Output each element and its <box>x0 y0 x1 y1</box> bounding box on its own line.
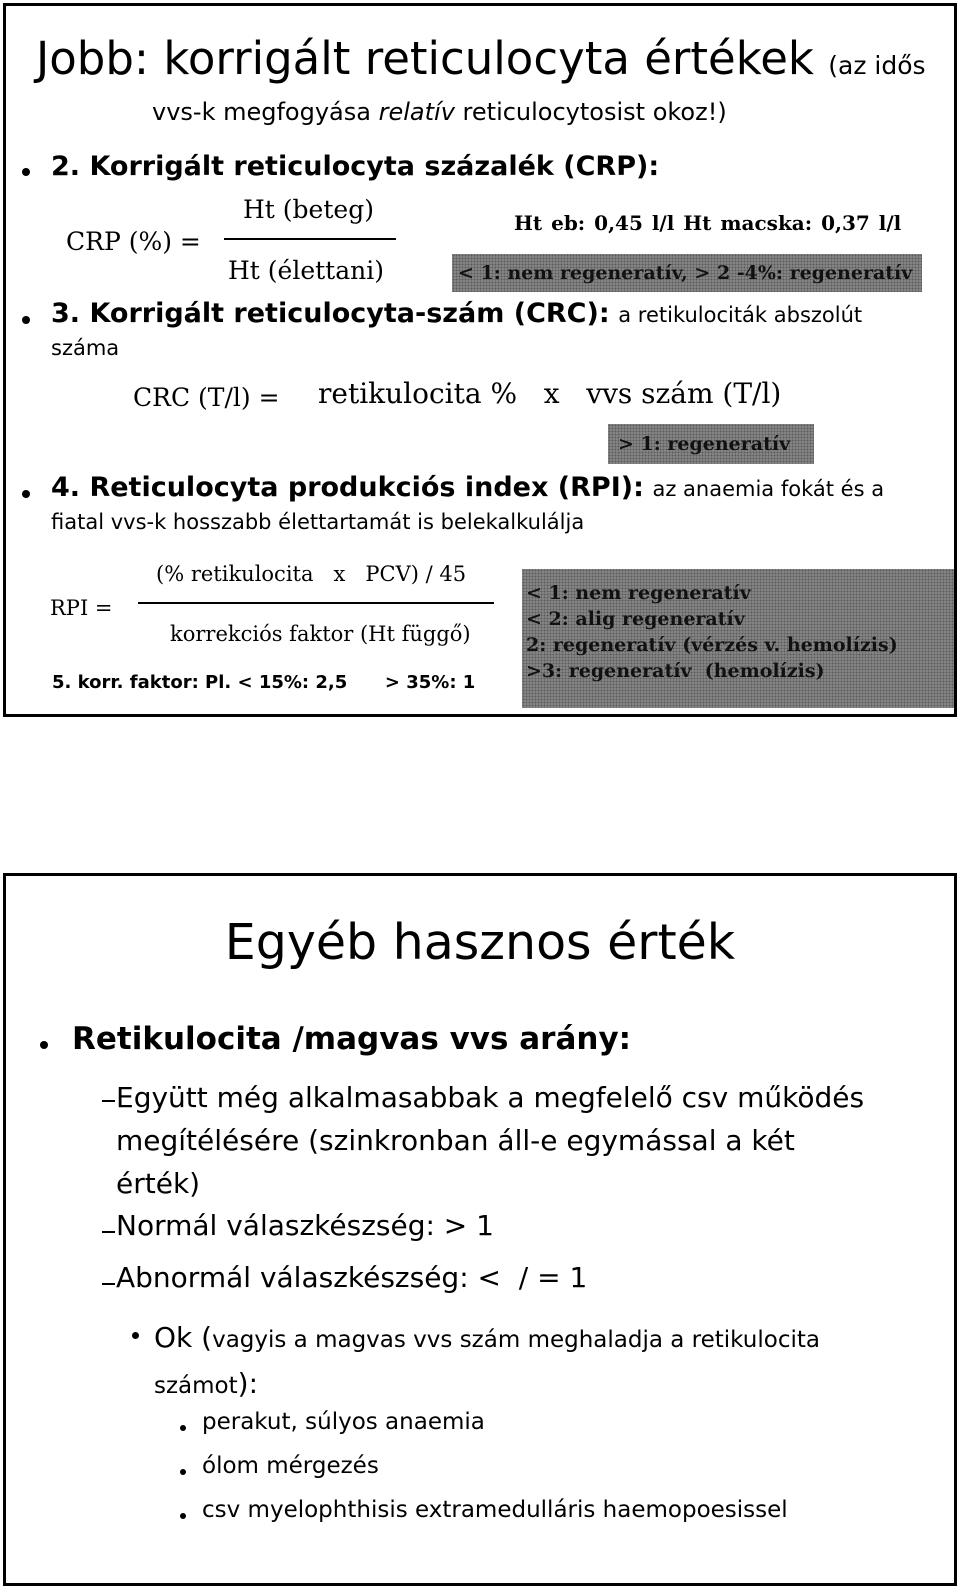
subsub-item: csv myelophthisis extramedulláris haemopoesissel <box>202 1497 788 1523</box>
slide1-title-note: vvs-k megfogyása relatív reticulocytosist okoz!) <box>152 98 727 126</box>
dash-item-together: Együtt még alkalmasabbak a megfelelő csv működés megítélésére (szinkronban áll-e egymással a két érték) <box>116 1081 865 1200</box>
crc-formula: retikulocita % x vvs szám (T/l) <box>318 377 782 410</box>
bullet-ratio: Retikulocita /magvas vvs arány: <box>72 1021 632 1057</box>
rpi-result-list <box>526 580 898 684</box>
bullet-icon <box>180 1513 186 1519</box>
rpi-fraction-line <box>138 602 494 604</box>
dash-icon <box>102 1231 115 1233</box>
bullet-icon <box>132 1332 139 1339</box>
rpi-denominator: korrekciós faktor (Ht függő) <box>170 622 471 646</box>
rpi-result-item: < 2: alig regeneratív <box>526 608 745 630</box>
item-rpi-cont: fiatal vvs-k hosszabb élettartamát is belekalkulálja <box>51 510 585 534</box>
crc-lhs: CRC (T/l) = <box>133 383 280 412</box>
item-rpi: 4. Reticulocyta produkciós index (RPI): az anaemia fokát és a <box>51 472 885 503</box>
rpi-result-item: >3: regeneratív (hemolízis) <box>526 660 825 682</box>
item-crp: 2. Korrigált reticulocyta százalék (CRP): <box>51 151 660 182</box>
subsub-item: perakut, súlyos anaemia <box>202 1409 485 1435</box>
dash-icon <box>102 1100 115 1102</box>
dash-item-abnormal: Abnormál válaszkészség: < / = 1 <box>116 1261 588 1294</box>
slide2-title: Egyéb hasznos érték <box>224 914 736 971</box>
sub-bullet-ok: Ok (vagyis a magvas vvs szám meghaladja a retikulocita számot): <box>154 1321 820 1400</box>
dash-icon <box>102 1283 115 1285</box>
rpi-result-item: 2: regeneratív (vérzés v. hemolízis) <box>526 634 898 656</box>
bullet-icon <box>22 168 30 176</box>
subsub-item: ólom mérgezés <box>202 1453 379 1479</box>
bullet-icon <box>22 316 30 324</box>
crp-fraction-line <box>224 238 396 240</box>
slide-egyeb-hasznos-ertek <box>3 873 957 1586</box>
slide1-title: Jobb: korrigált reticulocyta értékek (az idős <box>36 32 926 85</box>
crp-numerator: Ht (beteg) <box>243 195 374 224</box>
crc-result-text: > 1: regeneratív <box>618 433 791 455</box>
bullet-icon <box>180 1425 186 1431</box>
crp-result-text: < 1: nem regeneratív, > 2 -4%: regeneratív <box>458 262 913 284</box>
bullet-icon <box>40 1041 48 1049</box>
item-crc-cont: száma <box>51 336 120 360</box>
bullet-icon <box>22 490 30 498</box>
rpi-result-item: < 1: nem regeneratív <box>526 582 751 604</box>
slide-reticulocyta-values <box>3 3 957 717</box>
dash-item-normal: Normál válaszkészség: > 1 <box>116 1209 494 1242</box>
crp-lhs: CRP (%) = <box>66 227 201 256</box>
rpi-numerator: (% retikulocita x PCV) / 45 <box>156 562 467 586</box>
bullet-icon <box>180 1469 186 1475</box>
rpi-lhs: RPI = <box>50 596 113 620</box>
crp-denominator: Ht (élettani) <box>228 256 384 285</box>
item-korr-faktor: 5. korr. faktor: Pl. < 15%: 2,5 > 35%: 1 <box>52 672 476 693</box>
ht-values: Ht eb: 0,45 l/l Ht macska: 0,37 l/l <box>514 211 902 235</box>
item-crc: 3. Korrigált reticulocyta-szám (CRC): a retikulociták abszolút <box>51 298 863 329</box>
